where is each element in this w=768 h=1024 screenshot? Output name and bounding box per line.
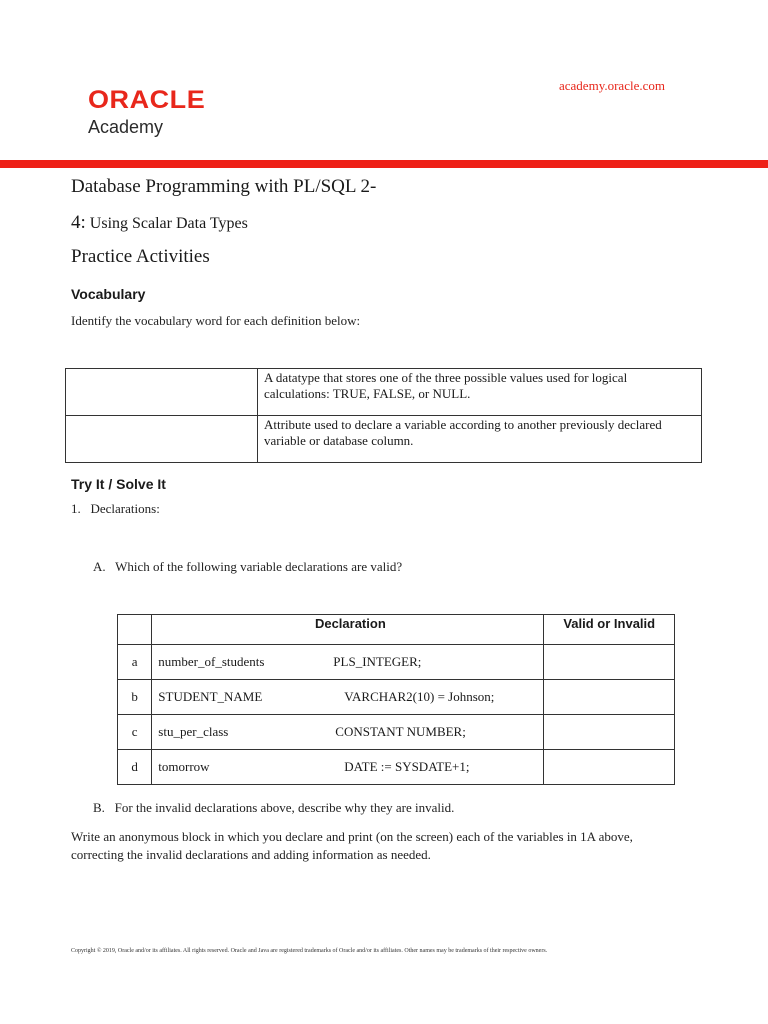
variable-type: DATE := SYSDATE+1;	[344, 759, 470, 774]
vocabulary-instruction: Identify the vocabulary word for each definition below:	[71, 313, 361, 328]
valid-answer-cell[interactable]	[544, 750, 675, 785]
declaration-cell	[152, 715, 544, 750]
declarations-table	[117, 614, 675, 785]
table-row	[66, 416, 702, 463]
row-letter: d	[118, 750, 152, 785]
vocab-term-cell[interactable]	[66, 369, 258, 416]
valid-answer-cell[interactable]	[544, 680, 675, 715]
lesson-name: Using Scalar Data Types	[89, 215, 248, 232]
question-a: A. Which of the following variable declarations are valid?	[93, 559, 403, 574]
declaration-cell	[152, 750, 544, 785]
row-letter: a	[118, 645, 152, 680]
declaration-cell	[152, 680, 544, 715]
valid-answer-cell[interactable]	[544, 715, 675, 750]
variable-type: VARCHAR2(10) = Johnson;	[344, 689, 495, 704]
table-header-row	[118, 615, 675, 645]
column-header: Valid or Invalid	[544, 615, 675, 645]
lesson-title	[71, 212, 248, 234]
site-url-link[interactable]: academy.oracle.com	[559, 78, 665, 93]
section-title: Practice Activities	[71, 246, 210, 267]
vocabulary-table	[65, 368, 702, 463]
column-header	[118, 615, 152, 645]
variable-type: CONSTANT NUMBER;	[335, 724, 466, 739]
vocab-term-cell[interactable]	[66, 416, 258, 463]
vocab-definition-cell: A datatype that stores one of the three possible values used for logical calculations: TRUE, FALSE, or NULL.	[258, 369, 702, 416]
table-row	[118, 715, 675, 750]
instruction-paragraph-line-2: correcting the invalid declarations and adding information as needed.	[71, 847, 431, 862]
declaration-cell	[152, 645, 544, 680]
table-row	[118, 680, 675, 715]
table-row	[118, 645, 675, 680]
row-letter: c	[118, 715, 152, 750]
logo-academy-text: Academy	[88, 117, 164, 137]
table-row	[66, 369, 702, 416]
variable-name: STUDENT_NAME	[158, 689, 263, 704]
oracle-academy-logo	[88, 86, 206, 137]
variable-name: number_of_students	[158, 654, 265, 669]
column-header: Declaration	[152, 615, 544, 645]
instruction-paragraph-line-1: Write an anonymous block in which you declare and print (on the screen) each of the variables in 1A above,	[71, 829, 633, 844]
page-title: Database Programming with PL/SQL 2-	[71, 176, 377, 197]
header-divider-bar	[0, 160, 768, 168]
try-it-heading: Try It / Solve It	[71, 476, 166, 492]
declarations-item: 1. Declarations:	[71, 501, 160, 516]
copyright-footer: Copyright © 2019, Oracle and/or its affiliates. All rights reserved. Oracle and Java are registered trademarks of Oracle and/or its affiliates. Other names may be trademarks of their respective owners.	[71, 948, 548, 954]
vocabulary-heading: Vocabulary	[71, 286, 146, 302]
variable-type: PLS_INTEGER;	[333, 654, 422, 669]
variable-name: stu_per_class	[158, 724, 229, 739]
valid-answer-cell[interactable]	[544, 645, 675, 680]
row-letter: b	[118, 680, 152, 715]
logo-oracle-wordmark: ORACLE	[88, 86, 206, 114]
variable-name: tomorrow	[158, 759, 210, 774]
vocab-definition-cell: Attribute used to declare a variable according to another previously declared variable or database column.	[258, 416, 702, 463]
lesson-number: 4:	[71, 212, 86, 233]
table-row	[118, 750, 675, 785]
question-b: B. For the invalid declarations above, describe why they are invalid.	[93, 800, 455, 815]
